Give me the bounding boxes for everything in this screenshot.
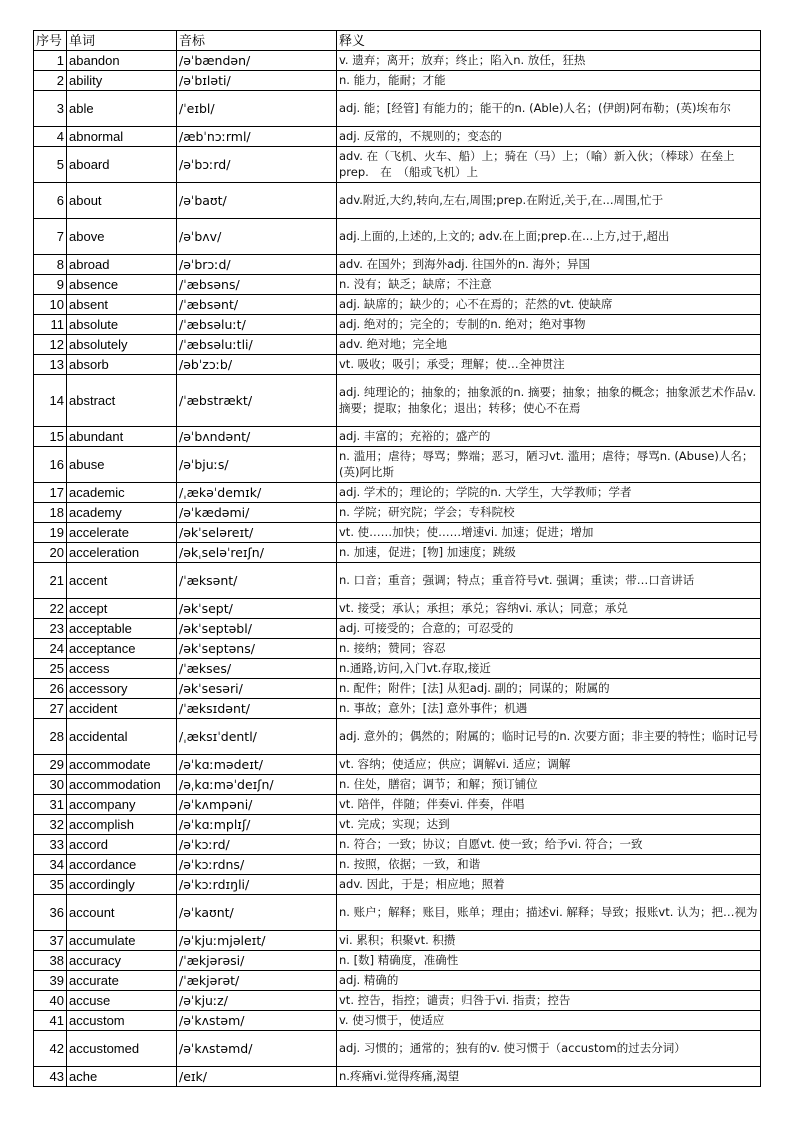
row-phonetic: /ˈæbsəluːtli/ <box>177 335 337 355</box>
header-word: 单词 <box>67 31 177 51</box>
table-body <box>34 51 761 1087</box>
row-phonetic: /əˈkɑːmədeɪt/ <box>177 755 337 775</box>
table-row <box>34 855 761 875</box>
row-word: accordance <box>67 855 177 875</box>
row-phonetic: /əˌkɑːməˈdeɪʃn/ <box>177 775 337 795</box>
row-word: accustomed <box>67 1031 177 1067</box>
row-phonetic: /əˈbɪləti/ <box>177 71 337 91</box>
row-definition: n. 账户；解释；账目，账单；理由；描述vi. 解释；导致；报账vt. 认为；把…视为 <box>337 895 761 931</box>
row-word: accurate <box>67 971 177 991</box>
table-row <box>34 795 761 815</box>
row-definition: adj. 能；[经管] 有能力的；能干的n. (Able)人名；(伊朗)阿布勒；(英)埃布尔 <box>337 91 761 127</box>
row-definition: n. 滥用；虐待；辱骂；弊端；恶习，陋习vt. 滥用；虐待；辱骂n. (Abuse)人名；(英)阿比斯 <box>337 447 761 483</box>
row-phonetic: /əˈkjuːz/ <box>177 991 337 1011</box>
row-number: 6 <box>34 183 67 219</box>
row-number: 12 <box>34 335 67 355</box>
row-word: accuse <box>67 991 177 1011</box>
row-phonetic: /əˈkɔːrdns/ <box>177 855 337 875</box>
row-definition: n. 接纳；赞同；容忍 <box>337 639 761 659</box>
row-number: 9 <box>34 275 67 295</box>
row-phonetic: /əˈkɔːrd/ <box>177 835 337 855</box>
table-row <box>34 183 761 219</box>
row-phonetic: /əˈkʌstəmd/ <box>177 1031 337 1067</box>
row-phonetic: /əˈkɑːmplɪʃ/ <box>177 815 337 835</box>
row-word: about <box>67 183 177 219</box>
row-phonetic: /əˈbʌndənt/ <box>177 427 337 447</box>
row-definition: n. 没有；缺乏；缺席；不注意 <box>337 275 761 295</box>
table-row <box>34 875 761 895</box>
row-definition: adj. 精确的 <box>337 971 761 991</box>
row-number: 36 <box>34 895 67 931</box>
row-phonetic: /əˈkʌmpəni/ <box>177 795 337 815</box>
row-phonetic: /ˈeɪbl/ <box>177 91 337 127</box>
row-phonetic: /ˈækjərəsi/ <box>177 951 337 971</box>
row-number: 35 <box>34 875 67 895</box>
row-word: abnormal <box>67 127 177 147</box>
row-word: absent <box>67 295 177 315</box>
row-phonetic: /ˈæbsənt/ <box>177 295 337 315</box>
row-number: 19 <box>34 523 67 543</box>
row-number: 7 <box>34 219 67 255</box>
row-number: 17 <box>34 483 67 503</box>
row-word: accumulate <box>67 931 177 951</box>
row-definition: n. 配件；附件；[法] 从犯adj. 副的；同谋的；附属的 <box>337 679 761 699</box>
table-row <box>34 931 761 951</box>
row-definition: adj. 丰富的；充裕的；盛产的 <box>337 427 761 447</box>
row-number: 42 <box>34 1031 67 1067</box>
row-phonetic: /əˈbʌv/ <box>177 219 337 255</box>
row-phonetic: /əˈkjuːmjəleɪt/ <box>177 931 337 951</box>
row-word: able <box>67 91 177 127</box>
row-number: 2 <box>34 71 67 91</box>
row-definition: vi. 累积；积聚vt. 积攒 <box>337 931 761 951</box>
row-number: 41 <box>34 1011 67 1031</box>
row-phonetic: /ˈækjərət/ <box>177 971 337 991</box>
table-row <box>34 639 761 659</box>
table-row <box>34 483 761 503</box>
header-definition: 释义 <box>337 31 761 51</box>
table-row <box>34 659 761 679</box>
row-phonetic: /əkˌseləˈreɪʃn/ <box>177 543 337 563</box>
row-phonetic: /æbˈnɔːrml/ <box>177 127 337 147</box>
table-row <box>34 51 761 71</box>
header-phonetic: 音标 <box>177 31 337 51</box>
table-row <box>34 375 761 427</box>
row-number: 26 <box>34 679 67 699</box>
table-row <box>34 315 761 335</box>
row-word: ability <box>67 71 177 91</box>
table-row <box>34 503 761 523</box>
row-number: 11 <box>34 315 67 335</box>
row-word: acceptance <box>67 639 177 659</box>
table-row <box>34 835 761 855</box>
row-word: accustom <box>67 1011 177 1031</box>
table-row <box>34 91 761 127</box>
row-definition: vt. 吸收；吸引；承受；理解；使…全神贯注 <box>337 355 761 375</box>
row-number: 43 <box>34 1067 67 1087</box>
row-number: 34 <box>34 855 67 875</box>
row-phonetic: /əkˈsesəri/ <box>177 679 337 699</box>
row-definition: v. 使习惯于，使适应 <box>337 1011 761 1031</box>
table-row <box>34 147 761 183</box>
row-number: 15 <box>34 427 67 447</box>
table-row <box>34 599 761 619</box>
row-number: 29 <box>34 755 67 775</box>
row-definition: adj. 绝对的；完全的；专制的n. 绝对；绝对事物 <box>337 315 761 335</box>
row-number: 39 <box>34 971 67 991</box>
table-row <box>34 127 761 147</box>
row-word: above <box>67 219 177 255</box>
row-number: 13 <box>34 355 67 375</box>
row-definition: adv.附近,大约,转向,左右,周围;prep.在附近,关于,在...周围,忙于 <box>337 183 761 219</box>
row-phonetic: /əˈbjuːs/ <box>177 447 337 483</box>
table-row <box>34 275 761 295</box>
row-phonetic: /əkˈseptəns/ <box>177 639 337 659</box>
row-number: 20 <box>34 543 67 563</box>
row-definition: adj. 可接受的；合意的；可忍受的 <box>337 619 761 639</box>
row-word: accommodation <box>67 775 177 795</box>
table-row <box>34 523 761 543</box>
row-phonetic: /əˈkʌstəm/ <box>177 1011 337 1031</box>
row-word: accommodate <box>67 755 177 775</box>
vocabulary-table <box>33 30 761 1087</box>
row-definition: n. 口音；重音；强调；特点；重音符号vt. 强调；重读；带…口音讲话 <box>337 563 761 599</box>
row-word: accordingly <box>67 875 177 895</box>
table-row <box>34 255 761 275</box>
row-number: 33 <box>34 835 67 855</box>
row-definition: vt. 陪伴，伴随；伴奏vi. 伴奏，伴唱 <box>337 795 761 815</box>
row-word: accuracy <box>67 951 177 971</box>
row-number: 38 <box>34 951 67 971</box>
row-word: accompany <box>67 795 177 815</box>
table-row <box>34 775 761 795</box>
table-row <box>34 427 761 447</box>
header-row <box>34 31 761 51</box>
row-definition: adv. 在国外；到海外adj. 往国外的n. 海外；异国 <box>337 255 761 275</box>
table-row <box>34 719 761 755</box>
row-number: 28 <box>34 719 67 755</box>
row-phonetic: /əˈkædəmi/ <box>177 503 337 523</box>
table-row <box>34 71 761 91</box>
table-row <box>34 543 761 563</box>
row-word: abstract <box>67 375 177 427</box>
row-definition: adj. 习惯的；通常的；独有的v. 使习惯于（accustom的过去分词） <box>337 1031 761 1067</box>
row-phonetic: /əkˈseləreɪt/ <box>177 523 337 543</box>
row-word: accent <box>67 563 177 599</box>
row-definition: adv. 因此，于是；相应地；照着 <box>337 875 761 895</box>
table-row <box>34 619 761 639</box>
row-word: abundant <box>67 427 177 447</box>
row-number: 23 <box>34 619 67 639</box>
row-phonetic: /ˈæksənt/ <box>177 563 337 599</box>
row-definition: vt. 使……加快；使……增速vi. 加速；促进；增加 <box>337 523 761 543</box>
row-word: accept <box>67 599 177 619</box>
row-phonetic: /əˈkaʊnt/ <box>177 895 337 931</box>
row-phonetic: /əˈbændən/ <box>177 51 337 71</box>
row-phonetic: /ˈæbstrækt/ <box>177 375 337 427</box>
row-phonetic: /ˈæbsəluːt/ <box>177 315 337 335</box>
row-phonetic: /əbˈzɔːb/ <box>177 355 337 375</box>
table-row <box>34 1011 761 1031</box>
row-number: 18 <box>34 503 67 523</box>
row-phonetic: /ˈækses/ <box>177 659 337 679</box>
row-definition: adj. 缺席的；缺少的；心不在焉的；茫然的vt. 使缺席 <box>337 295 761 315</box>
row-word: acceleration <box>67 543 177 563</box>
row-definition: vt. 控告，指控；谴责；归咎于vi. 指责；控告 <box>337 991 761 1011</box>
table-row <box>34 815 761 835</box>
row-word: ache <box>67 1067 177 1087</box>
row-definition: n. 按照，依据；一致，和谐 <box>337 855 761 875</box>
row-definition: adj. 纯理论的；抽象的；抽象派的n. 摘要；抽象；抽象的概念；抽象派艺术作品v. 摘要；提取；抽象化；退出；转移；使心不在焉 <box>337 375 761 427</box>
row-phonetic: /əkˈsept/ <box>177 599 337 619</box>
row-definition: n. 加速，促进；[物] 加速度；跳级 <box>337 543 761 563</box>
row-number: 25 <box>34 659 67 679</box>
row-word: accident <box>67 699 177 719</box>
row-word: access <box>67 659 177 679</box>
row-definition: vt. 接受；承认；承担；承兑；容纳vi. 承认；同意；承兑 <box>337 599 761 619</box>
row-word: accelerate <box>67 523 177 543</box>
row-phonetic: /ˈæksɪdənt/ <box>177 699 337 719</box>
row-number: 10 <box>34 295 67 315</box>
row-definition: n. 住处，膳宿；调节；和解；预订铺位 <box>337 775 761 795</box>
row-definition: adj. 学术的；理论的；学院的n. 大学生，大学教师；学者 <box>337 483 761 503</box>
row-phonetic: /ˈæbsəns/ <box>177 275 337 295</box>
row-number: 4 <box>34 127 67 147</box>
row-word: aboard <box>67 147 177 183</box>
row-word: absolutely <box>67 335 177 355</box>
row-definition: n. [数] 精确度，准确性 <box>337 951 761 971</box>
row-word: abandon <box>67 51 177 71</box>
row-definition: adv. 在（飞机、火车、船）上；骑在（马）上；（喻）新入伙；（棒球）在垒上prep. 在 （船或飞机）上 <box>337 147 761 183</box>
row-phonetic: /əˈbrɔːd/ <box>177 255 337 275</box>
table-row <box>34 295 761 315</box>
row-definition: n. 符合；一致；协议；自愿vt. 使一致；给予vi. 符合；一致 <box>337 835 761 855</box>
row-definition: v. 遗弃；离开；放弃；终止；陷入n. 放任，狂热 <box>337 51 761 71</box>
row-definition: adj. 意外的；偶然的；附属的；临时记号的n. 次要方面；非主要的特性；临时记号 <box>337 719 761 755</box>
row-word: accidental <box>67 719 177 755</box>
table-row <box>34 335 761 355</box>
row-phonetic: /əˈbaʊt/ <box>177 183 337 219</box>
row-definition: adj.上面的,上述的,上文的; adv.在上面;prep.在...上方,过于,超出 <box>337 219 761 255</box>
header-number: 序号 <box>34 31 67 51</box>
row-word: accord <box>67 835 177 855</box>
table-row <box>34 447 761 483</box>
row-definition: vt. 完成；实现；达到 <box>337 815 761 835</box>
row-phonetic: /əˈbɔːrd/ <box>177 147 337 183</box>
row-number: 16 <box>34 447 67 483</box>
row-phonetic: /əkˈseptəbl/ <box>177 619 337 639</box>
row-number: 31 <box>34 795 67 815</box>
row-definition: adv. 绝对地；完全地 <box>337 335 761 355</box>
row-word: absolute <box>67 315 177 335</box>
table-row <box>34 971 761 991</box>
row-definition: n. 事故；意外；[法] 意外事件；机遇 <box>337 699 761 719</box>
row-number: 27 <box>34 699 67 719</box>
row-number: 24 <box>34 639 67 659</box>
row-word: academy <box>67 503 177 523</box>
table-row <box>34 699 761 719</box>
row-number: 3 <box>34 91 67 127</box>
row-definition: adj. 反常的，不规则的；变态的 <box>337 127 761 147</box>
row-phonetic: /əˈkɔːrdɪŋli/ <box>177 875 337 895</box>
row-phonetic: /eɪk/ <box>177 1067 337 1087</box>
row-definition: vt. 容纳；使适应；供应；调解vi. 适应；调解 <box>337 755 761 775</box>
row-number: 30 <box>34 775 67 795</box>
row-word: absence <box>67 275 177 295</box>
table-row <box>34 1067 761 1087</box>
row-definition: n.疼痛vi.觉得疼痛,渴望 <box>337 1067 761 1087</box>
row-word: abuse <box>67 447 177 483</box>
row-number: 32 <box>34 815 67 835</box>
row-phonetic: /ˌækəˈdemɪk/ <box>177 483 337 503</box>
table-row <box>34 1031 761 1067</box>
row-word: abroad <box>67 255 177 275</box>
row-definition: n.通路,访问,入门vt.存取,接近 <box>337 659 761 679</box>
row-word: absorb <box>67 355 177 375</box>
row-number: 37 <box>34 931 67 951</box>
table-row <box>34 755 761 775</box>
table-row <box>34 355 761 375</box>
table-row <box>34 679 761 699</box>
row-number: 21 <box>34 563 67 599</box>
row-number: 8 <box>34 255 67 275</box>
table-row <box>34 895 761 931</box>
row-word: academic <box>67 483 177 503</box>
row-number: 22 <box>34 599 67 619</box>
row-number: 14 <box>34 375 67 427</box>
table-row <box>34 563 761 599</box>
row-word: accomplish <box>67 815 177 835</box>
table-row <box>34 951 761 971</box>
row-number: 40 <box>34 991 67 1011</box>
row-phonetic: /ˌæksɪˈdentl/ <box>177 719 337 755</box>
row-word: account <box>67 895 177 931</box>
table-row <box>34 991 761 1011</box>
row-definition: n. 能力，能耐；才能 <box>337 71 761 91</box>
row-number: 5 <box>34 147 67 183</box>
table-row <box>34 219 761 255</box>
row-definition: n. 学院；研究院；学会；专科院校 <box>337 503 761 523</box>
row-number: 1 <box>34 51 67 71</box>
row-word: accessory <box>67 679 177 699</box>
row-word: acceptable <box>67 619 177 639</box>
